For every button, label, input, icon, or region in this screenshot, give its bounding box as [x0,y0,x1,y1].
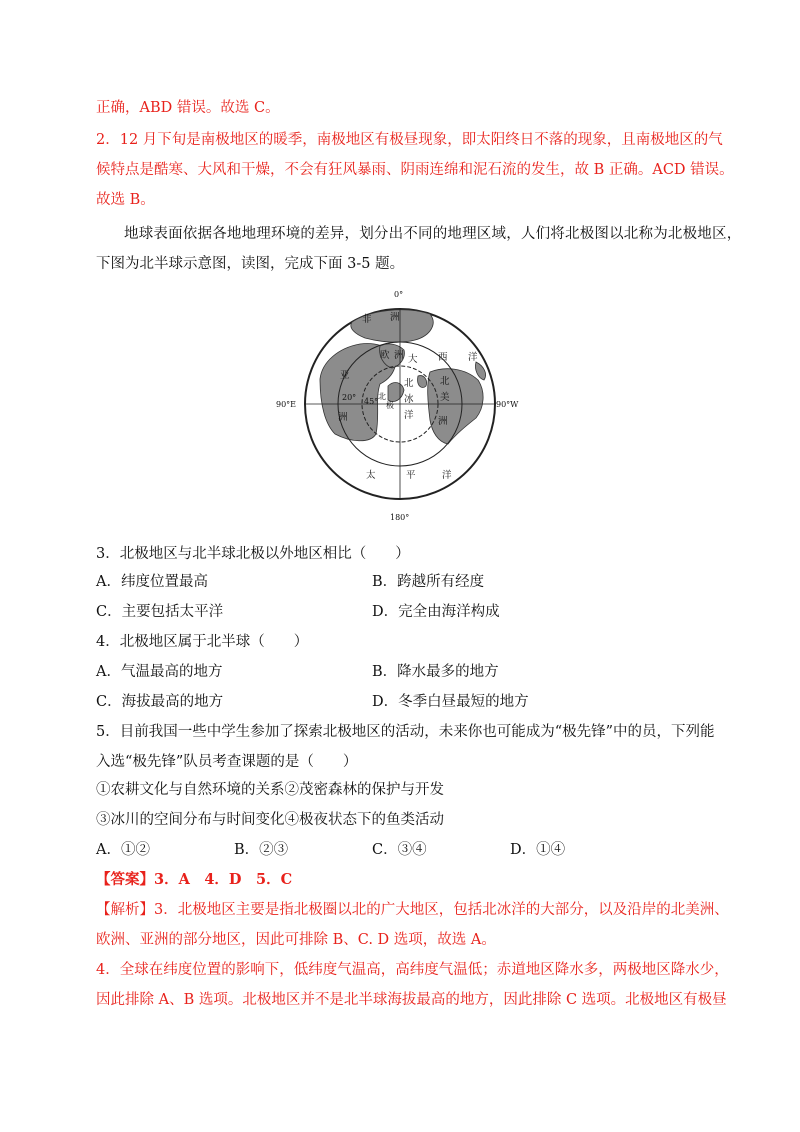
solution-q2-line-3: 故选 B。 [96,192,155,208]
char-ya: 亚 [340,370,350,381]
label-20deg: 20° [342,393,357,402]
q3-option-d: D．完全由海洋构成 [372,604,500,620]
char-mei: 美 [440,392,450,403]
char-ou: 欧 [380,350,390,361]
solution-line-1: 正确，ABD 错误。故选 C。 [96,100,280,116]
analysis-line-2: 欧洲、亚洲的部分地区，因此可排除 B、C. D 选项，故选 A。 [96,932,496,948]
char-ping: 平 [406,470,416,481]
label-90e: 90°E [276,400,297,409]
q4-option-d: D．冬季白昼最短的地方 [372,694,529,710]
solution-q2-line-2: 候特点是酷寒、大风和干燥，不会有狂风暴雨、阴雨连绵和泥石流的发生，故 B 正确。ACD 错误。 [96,162,734,178]
map-svg [276,284,520,524]
q4-option-a: A．气温最高的地方 [96,664,223,680]
char-da: 大 [408,354,418,365]
analysis-line-1: 【解析】3．北极地区主要是指北极圈以北的广大地区，包括北冰洋的大部分，以及沿岸的北美洲、 [96,902,729,918]
char-tai: 太 [366,470,376,481]
q3-option-c: C．主要包括太平洋 [96,604,224,620]
char-yang-atlantic: 洋 [468,352,478,363]
northern-hemisphere-map [276,284,520,524]
q5-stem-line-1: 5．目前我国一些中学生参加了探索北极地区的活动，未来你也可能成为“极先锋”中的员，下列能 [96,724,715,740]
char-xi: 西 [438,352,448,363]
q3-option-b: B．跨越所有经度 [372,574,485,590]
label-180deg: 180° [390,513,410,522]
q5-option-a: A．①② [96,842,150,858]
q5-option-d: D．①④ [510,842,566,858]
q5-option-c: C．③④ [372,842,427,858]
q5-item-line-1: ①农耕文化与自然环境的关系②茂密森林的保护与开发 [96,782,444,798]
char-zhou-asia: 洲 [338,412,348,423]
solution-q2-line-1: 2．12 月下旬是南极地区的暖季，南极地区有极昼现象，即太阳终日不落的现象，且南极地区的气 [96,132,723,148]
label-90w: 90°W [496,400,519,409]
q5-stem-line-2: 入选“极先锋”队员考查课题的是（ ） [96,754,358,770]
q3-option-a: A．纬度位置最高 [96,574,208,590]
analysis-line-4: 因此排除 A、B 选项。北极地区并不是北半球海拔最高的地方，因此排除 C 选项。北极地区有极昼 [96,992,727,1008]
char-yang-arctic: 洋 [404,410,414,421]
char-ji: 极 [386,401,394,410]
char-zhou-america: 洲 [438,416,448,427]
char-bing: 冰 [404,394,414,405]
q4-stem: 4．北极地区属于北半球（ ） [96,634,309,650]
analysis-line-3: 4．全球在纬度位置的影响下，低纬度气温高，高纬度气温低；赤道地区降水多，两极地区降水少， [96,962,729,978]
label-45deg: 45° [364,397,379,406]
char-bei-america: 北 [440,376,450,387]
char-bei-pole: 北 [378,392,386,401]
answer-line: 【答案】3．A 4．D 5．C [96,871,293,888]
q4-option-b: B．降水最多的地方 [372,664,499,680]
q4-option-c: C．海拔最高的地方 [96,694,224,710]
char-yang-pacific: 洋 [442,470,452,481]
char-bei-ocean: 北 [404,378,414,389]
intro-line-2: 下图为北半球示意图，读图，完成下面 3-5 题。 [96,256,405,272]
intro-line-1: 地球表面依据各地地理环境的差异，划分出不同的地理区域，人们将北极图以北称为北极地区， [124,226,742,242]
char-fei: 非 [362,314,372,325]
q5-item-line-2: ③冰川的空间分布与时间变化④极夜状态下的鱼类活动 [96,812,444,828]
q3-stem: 3．北极地区与北半球北极以外地区相比（ ） [96,546,410,562]
label-0deg: 0° [394,290,404,299]
char-zhou-africa: 洲 [390,312,400,323]
char-zhou-europe: 洲 [394,350,404,361]
q5-option-b: B．②③ [234,842,289,858]
